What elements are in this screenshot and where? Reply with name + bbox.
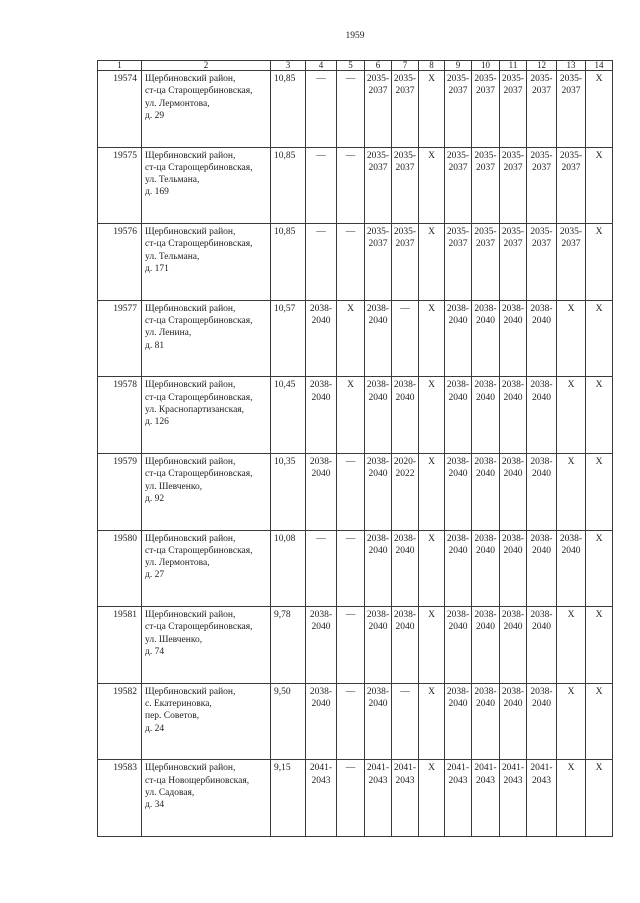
value-cell-col-5: — — [337, 453, 365, 530]
value-cell-col-8: Х — [419, 71, 445, 148]
value-cell-col-14: Х — [586, 377, 613, 454]
value-cell-col-5: Х — [337, 300, 365, 377]
value-cell-col-9: 2041- 2043 — [445, 760, 472, 837]
address-cell — [142, 453, 271, 530]
value-cell-col-12: 2038- 2040 — [527, 530, 557, 607]
value-cell-col-14: Х — [586, 71, 613, 148]
column-header-5: 5 — [337, 61, 365, 71]
value-cell-col-13: Х — [557, 607, 586, 684]
value-cell-col-12: 2038- 2040 — [527, 453, 557, 530]
value-cell-col-13: Х — [557, 683, 586, 760]
value-cell-col-13: 2035- 2037 — [557, 71, 586, 148]
value-cell-col-9: 2035- 2037 — [445, 71, 472, 148]
address-line: ул. Садовая, — [145, 787, 195, 798]
value-cell-col-9: 2038- 2040 — [445, 607, 472, 684]
table-row — [98, 760, 613, 837]
value-cell-col-11: 2041- 2043 — [500, 760, 527, 837]
address-line: д. 74 — [145, 647, 165, 658]
value-cell-col-6: 2035- 2037 — [365, 71, 392, 148]
value-cell-col-13: Х — [557, 453, 586, 530]
value-cell-col-6: 2038- 2040 — [365, 683, 392, 760]
address-line: Щербиновский район, — [145, 763, 236, 774]
address-line: Щербиновский район, — [145, 74, 236, 84]
address-line: д. 27 — [145, 570, 165, 581]
value-cell-col-6: 2038- 2040 — [365, 453, 392, 530]
address-line: Щербиновский район, — [145, 456, 236, 467]
value-cell-col-14: Х — [586, 530, 613, 607]
address-cell — [142, 530, 271, 607]
value-cell-col-3: 9,50 — [271, 683, 306, 760]
value-cell-col-10: 2038- 2040 — [472, 607, 500, 684]
value-cell-col-5: — — [337, 607, 365, 684]
address-cell — [142, 147, 271, 224]
table-body — [98, 71, 613, 837]
value-cell-col-12: 2038- 2040 — [527, 377, 557, 454]
address-line: ул. Лермонтова, — [145, 558, 210, 569]
value-cell-col-11: 2035- 2037 — [500, 147, 527, 224]
value-cell-col-9: 2038- 2040 — [445, 530, 472, 607]
value-cell-col-5: — — [337, 683, 365, 760]
value-cell-col-9: 2038- 2040 — [445, 300, 472, 377]
value-cell-col-14: Х — [586, 453, 613, 530]
value-cell-col-3: 10,85 — [271, 147, 306, 224]
value-cell-col-4: 2038- 2040 — [306, 607, 337, 684]
column-header-12: 12 — [527, 61, 557, 71]
address-line: д. 126 — [145, 417, 169, 428]
value-cell-col-6: 2041- 2043 — [365, 760, 392, 837]
value-cell-col-3: 10,85 — [271, 224, 306, 301]
address-line: ст-ца Старощербиновская, — [145, 86, 253, 97]
address-line: с. Екатериновка, — [145, 699, 212, 710]
value-cell-col-11: 2038- 2040 — [500, 607, 527, 684]
value-cell-col-8: Х — [419, 377, 445, 454]
address-line: Щербиновский район, — [145, 227, 236, 238]
table-row — [98, 300, 613, 377]
table-header — [98, 61, 613, 71]
value-cell-col-6: 2038- 2040 — [365, 377, 392, 454]
address-line: Щербиновский район, — [145, 610, 236, 621]
table-row — [98, 224, 613, 301]
address-line: ул. Краснопартизанская, — [145, 404, 245, 415]
value-cell-col-13: 2038- 2040 — [557, 530, 586, 607]
value-cell-col-10: 2038- 2040 — [472, 453, 500, 530]
address-line: ст-ца Старощербиновская, — [145, 392, 253, 403]
row-number-cell: 19582 — [98, 683, 142, 760]
value-cell-col-10: 2041- 2043 — [472, 760, 500, 837]
value-cell-col-9: 2035- 2037 — [445, 147, 472, 224]
address-line: ул. Тельмана, — [145, 175, 200, 186]
value-cell-col-7: 2038- 2040 — [392, 607, 419, 684]
value-cell-col-7: 2038- 2040 — [392, 377, 419, 454]
address-line: пер. Советов, — [145, 711, 200, 722]
value-cell-col-11: 2038- 2040 — [500, 683, 527, 760]
value-cell-col-6: 2038- 2040 — [365, 607, 392, 684]
value-cell-col-4: 2038- 2040 — [306, 683, 337, 760]
value-cell-col-8: Х — [419, 147, 445, 224]
column-header-3: 3 — [271, 61, 306, 71]
value-cell-col-13: Х — [557, 300, 586, 377]
value-cell-col-12: 2038- 2040 — [527, 607, 557, 684]
address-line: д. 81 — [145, 340, 165, 351]
value-cell-col-5: Х — [337, 377, 365, 454]
value-cell-col-7: — — [392, 683, 419, 760]
row-number-cell: 19579 — [98, 453, 142, 530]
value-cell-col-4: — — [306, 530, 337, 607]
value-cell-col-11: 2038- 2040 — [500, 300, 527, 377]
address-line: ст-ца Старощербиновская, — [145, 162, 253, 173]
value-cell-col-9: 2038- 2040 — [445, 453, 472, 530]
value-cell-col-4: 2041- 2043 — [306, 760, 337, 837]
value-cell-col-5: — — [337, 224, 365, 301]
value-cell-col-4: — — [306, 147, 337, 224]
value-cell-col-4: — — [306, 71, 337, 148]
column-header-1: 1 — [98, 61, 142, 71]
address-cell — [142, 224, 271, 301]
row-number-cell: 19577 — [98, 300, 142, 377]
table-row — [98, 607, 613, 684]
value-cell-col-12: 2035- 2037 — [527, 147, 557, 224]
table-row — [98, 530, 613, 607]
value-cell-col-12: 2035- 2037 — [527, 71, 557, 148]
address-line: Щербиновский район, — [145, 533, 236, 544]
address-cell — [142, 683, 271, 760]
value-cell-col-8: Х — [419, 224, 445, 301]
value-cell-col-11: 2038- 2040 — [500, 530, 527, 607]
table-row — [98, 71, 613, 148]
address-line: д. 29 — [145, 110, 165, 121]
value-cell-col-8: Х — [419, 300, 445, 377]
address-cell — [142, 300, 271, 377]
value-cell-col-14: Х — [586, 607, 613, 684]
value-cell-col-5: — — [337, 71, 365, 148]
value-cell-col-4: 2038- 2040 — [306, 453, 337, 530]
address-line: ул. Ленина, — [145, 328, 192, 339]
address-line: ст-ца Старощербиновская, — [145, 545, 253, 556]
value-cell-col-14: Х — [586, 760, 613, 837]
address-line: д. 34 — [145, 800, 165, 811]
value-cell-col-10: 2035- 2037 — [472, 147, 500, 224]
value-cell-col-3: 10,08 — [271, 530, 306, 607]
value-cell-col-3: 10,57 — [271, 300, 306, 377]
row-number-cell: 19575 — [98, 147, 142, 224]
value-cell-col-7: 2038- 2040 — [392, 530, 419, 607]
value-cell-col-9: 2035- 2037 — [445, 224, 472, 301]
value-cell-col-3: 10,45 — [271, 377, 306, 454]
column-header-8: 8 — [419, 61, 445, 71]
column-header-4: 4 — [306, 61, 337, 71]
address-line: ст-ца Старощербиновская, — [145, 622, 253, 633]
value-cell-col-8: Х — [419, 453, 445, 530]
value-cell-col-10: 2038- 2040 — [472, 530, 500, 607]
value-cell-col-13: 2035- 2037 — [557, 224, 586, 301]
table-row — [98, 377, 613, 454]
value-cell-col-12: 2038- 2040 — [527, 683, 557, 760]
value-cell-col-8: Х — [419, 760, 445, 837]
row-number-cell: 19576 — [98, 224, 142, 301]
address-line: Щербиновский район, — [145, 150, 236, 161]
address-line: ул. Тельмана, — [145, 251, 200, 262]
value-cell-col-5: — — [337, 530, 365, 607]
value-cell-col-7: 2035- 2037 — [392, 71, 419, 148]
address-line: ул. Лермонтова, — [145, 98, 210, 109]
value-cell-col-4: 2038- 2040 — [306, 377, 337, 454]
address-line: Щербиновский район, — [145, 686, 236, 697]
value-cell-col-3: 9,15 — [271, 760, 306, 837]
value-cell-col-7: — — [392, 300, 419, 377]
value-cell-col-7: 2020- 2022 — [392, 453, 419, 530]
value-cell-col-14: Х — [586, 300, 613, 377]
value-cell-col-3: 10,85 — [271, 71, 306, 148]
address-cell — [142, 607, 271, 684]
value-cell-col-4: — — [306, 224, 337, 301]
address-line: ст-ца Старощербиновская, — [145, 469, 253, 480]
address-line: ст-ца Старощербиновская, — [145, 316, 253, 327]
header-row — [98, 61, 613, 71]
column-header-7: 7 — [392, 61, 419, 71]
value-cell-col-10: 2038- 2040 — [472, 683, 500, 760]
address-line: д. 171 — [145, 264, 169, 275]
address-line: ул. Шевченко, — [145, 481, 203, 492]
value-cell-col-3: 9,78 — [271, 607, 306, 684]
value-cell-col-13: Х — [557, 377, 586, 454]
value-cell-col-5: — — [337, 760, 365, 837]
column-header-6: 6 — [365, 61, 392, 71]
value-cell-col-4: 2038- 2040 — [306, 300, 337, 377]
value-cell-col-12: 2038- 2040 — [527, 300, 557, 377]
row-number-cell: 19580 — [98, 530, 142, 607]
value-cell-col-8: Х — [419, 530, 445, 607]
address-line: Щербиновский район, — [145, 303, 236, 314]
table-row — [98, 147, 613, 224]
address-line: ст-ца Новощербиновская, — [145, 775, 250, 786]
column-header-9: 9 — [445, 61, 472, 71]
value-cell-col-7: 2035- 2037 — [392, 147, 419, 224]
value-cell-col-7: 2035- 2037 — [392, 224, 419, 301]
value-cell-col-12: 2041- 2043 — [527, 760, 557, 837]
value-cell-col-14: Х — [586, 683, 613, 760]
value-cell-col-11: 2038- 2040 — [500, 377, 527, 454]
address-cell — [142, 377, 271, 454]
value-cell-col-10: 2035- 2037 — [472, 224, 500, 301]
value-cell-col-13: 2035- 2037 — [557, 147, 586, 224]
value-cell-col-9: 2038- 2040 — [445, 377, 472, 454]
row-number-cell: 19583 — [98, 760, 142, 837]
address-line: д. 92 — [145, 493, 165, 504]
address-line: д. 169 — [145, 187, 169, 198]
value-cell-col-14: Х — [586, 147, 613, 224]
value-cell-col-8: Х — [419, 607, 445, 684]
table-row — [98, 683, 613, 760]
value-cell-col-14: Х — [586, 224, 613, 301]
address-line: ул. Шевченко, — [145, 634, 203, 645]
value-cell-col-6: 2035- 2037 — [365, 224, 392, 301]
address-line: д. 24 — [145, 723, 165, 734]
column-header-2: 2 — [142, 61, 271, 71]
column-header-13: 13 — [557, 61, 586, 71]
value-cell-col-8: Х — [419, 683, 445, 760]
value-cell-col-10: 2035- 2037 — [472, 71, 500, 148]
value-cell-col-6: 2035- 2037 — [365, 147, 392, 224]
value-cell-col-6: 2038- 2040 — [365, 300, 392, 377]
value-cell-col-7: 2041- 2043 — [392, 760, 419, 837]
row-number-cell: 19581 — [98, 607, 142, 684]
value-cell-col-13: Х — [557, 760, 586, 837]
value-cell-col-9: 2038- 2040 — [445, 683, 472, 760]
column-header-10: 10 — [472, 61, 500, 71]
column-header-14: 14 — [586, 61, 613, 71]
table-row — [98, 453, 613, 530]
row-number-cell: 19578 — [98, 377, 142, 454]
row-number-cell: 19574 — [98, 71, 142, 148]
address-cell — [142, 760, 271, 837]
value-cell-col-11: 2038- 2040 — [500, 453, 527, 530]
value-cell-col-5: — — [337, 147, 365, 224]
value-cell-col-11: 2035- 2037 — [500, 224, 527, 301]
page-number: 1959 — [345, 31, 365, 41]
value-cell-col-3: 10,35 — [271, 453, 306, 530]
column-header-11: 11 — [500, 61, 527, 71]
value-cell-col-10: 2038- 2040 — [472, 300, 500, 377]
address-line: Щербиновский район, — [145, 380, 236, 391]
value-cell-col-12: 2035- 2037 — [527, 224, 557, 301]
data-table — [97, 60, 613, 837]
value-cell-col-10: 2038- 2040 — [472, 377, 500, 454]
address-cell — [142, 71, 271, 148]
value-cell-col-6: 2038- 2040 — [365, 530, 392, 607]
address-line: ст-ца Старощербиновская, — [145, 239, 253, 250]
value-cell-col-11: 2035- 2037 — [500, 71, 527, 148]
